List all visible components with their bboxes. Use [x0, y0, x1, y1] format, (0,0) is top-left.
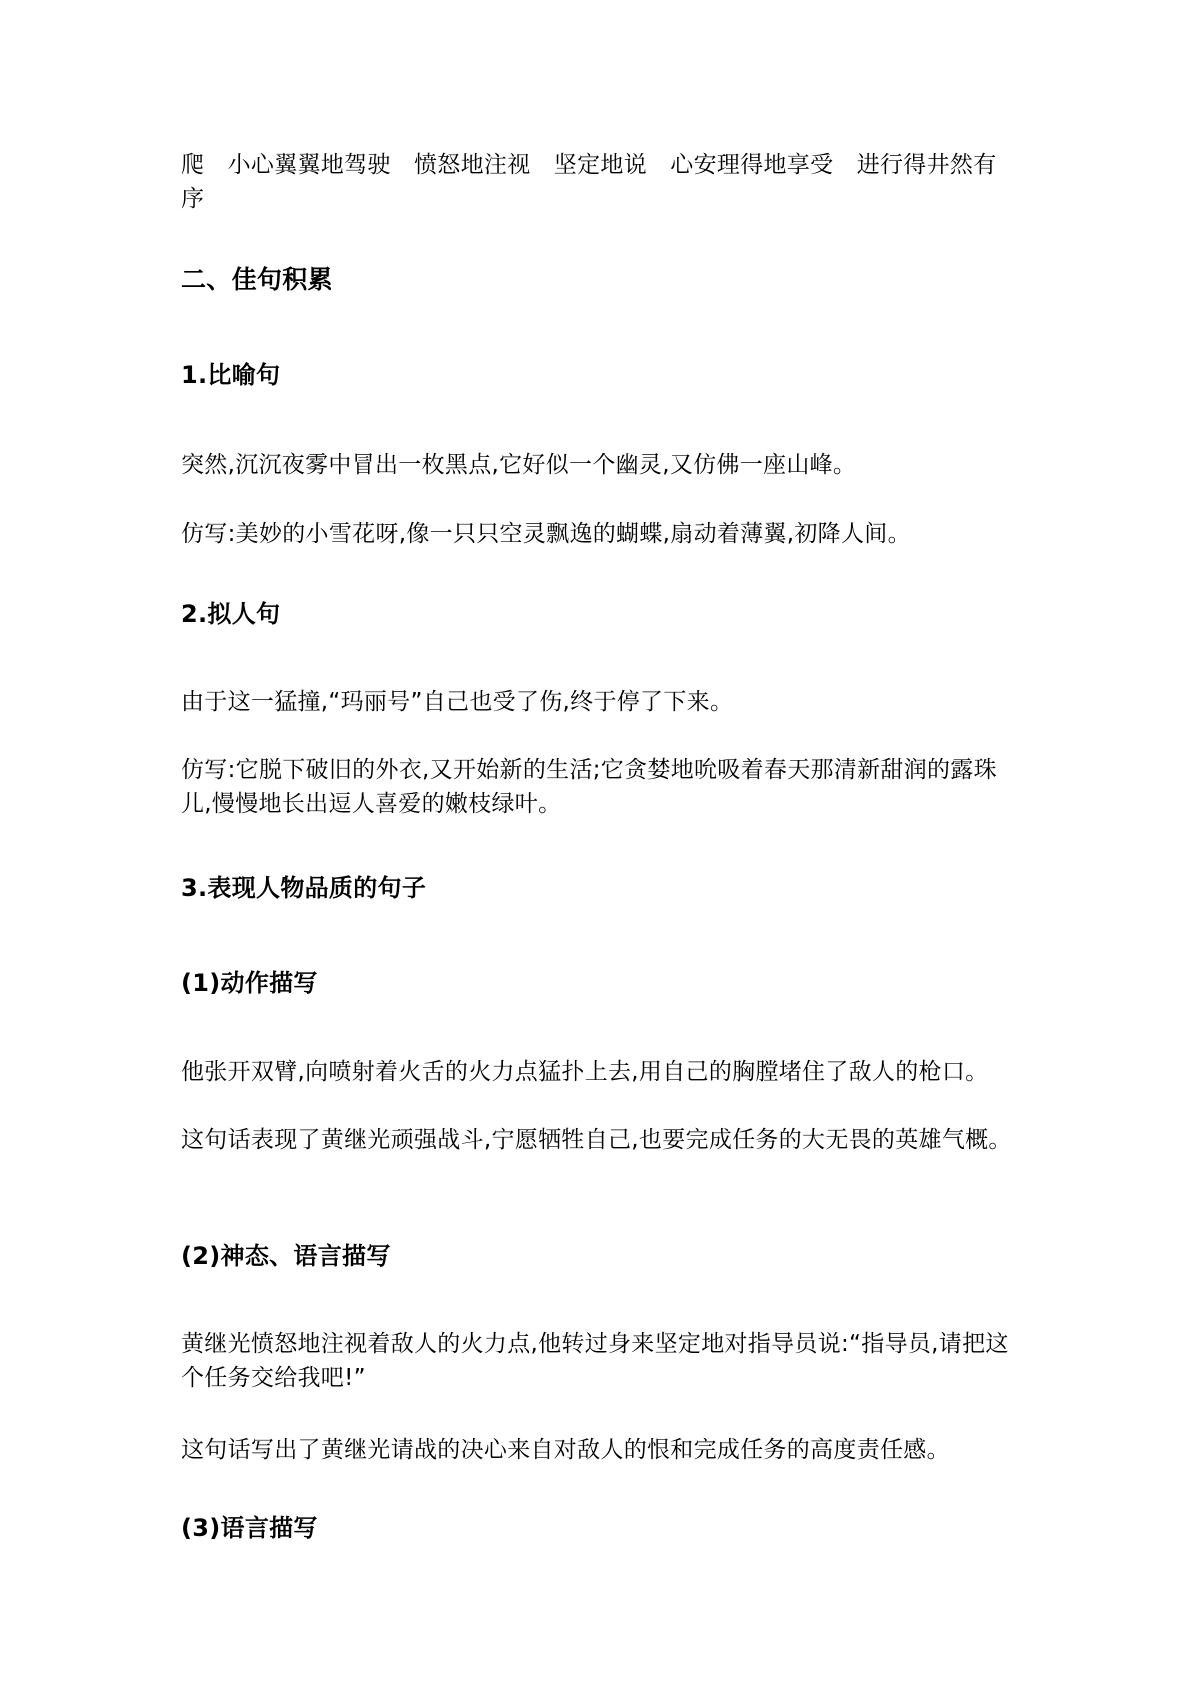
- subsection-heading-character: 3.表现人物品质的句子: [181, 874, 427, 902]
- subsection-heading-personification: 2.拟人句: [181, 600, 281, 628]
- analysis-sentence-action: 这句话表现了黄继光顽强战斗,宁愿牺牲自己,也要完成任务的大无畏的英雄气概。: [181, 1127, 1012, 1153]
- example-sentence-personification: 由于这一猛撞,“玛丽号”自己也受了伤,终于停了下来。: [181, 689, 734, 715]
- phrase-list: 爬 小心翼翼地驾驶 愤怒地注视 坚定地说 心安理得地享受 进行得井然有序: [181, 152, 997, 212]
- item-heading-speech: (3)语言描写: [181, 1514, 318, 1542]
- example-sentence-expression-speech: 黄继光愤怒地注视着敌人的火力点,他转过身来坚定地对指导员说:“指导员,请把这个任务交给我吧!”: [181, 1331, 1009, 1391]
- subsection-heading-metaphor: 1.比喻句: [181, 361, 281, 389]
- section-heading: 二、佳句积累: [181, 265, 333, 294]
- imitation-sentence-metaphor: 仿写:美妙的小雪花呀,像一只只空灵飘逸的蝴蝶,扇动着薄翼,初降人间。: [181, 521, 911, 547]
- example-sentence-action: 他张开双臂,向喷射着火舌的火力点猛扑上去,用自己的胸膛堵住了敌人的枪口。: [181, 1059, 989, 1085]
- item-heading-action: (1)动作描写: [181, 969, 318, 997]
- item-heading-expression-speech: (2)神态、语言描写: [181, 1242, 391, 1270]
- analysis-sentence-expression-speech: 这句话写出了黄继光请战的决心来自对敌人的恨和完成任务的高度责任感。: [181, 1437, 950, 1463]
- imitation-sentence-personification: 仿写:它脱下破旧的外衣,又开始新的生活;它贪婪地吮吸着春天那清新甜润的露珠儿,慢慢地长出逗人喜爱的嫩枝绿叶。: [181, 757, 997, 817]
- example-sentence-metaphor: 突然,沉沉夜雾中冒出一枚黑点,它好似一个幽灵,又仿佛一座山峰。: [181, 452, 857, 478]
